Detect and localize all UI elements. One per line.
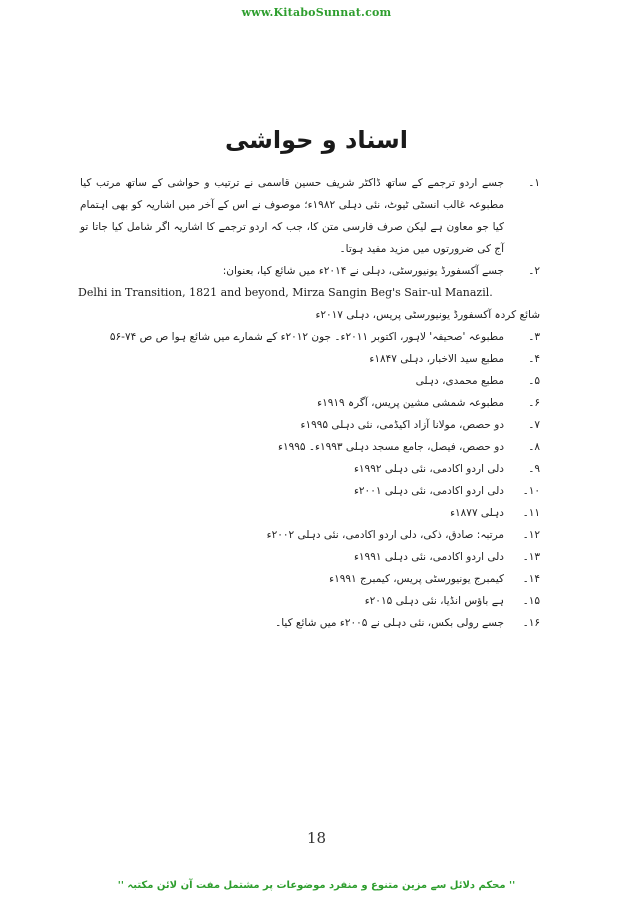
- note-item: [80, 458, 540, 480]
- note-number: ۱۵۔: [522, 595, 540, 607]
- note-number: ۱۔: [528, 177, 540, 189]
- note-text: مرتبہ: صادق، ذکی، دلی اردو اکادمی، نئی دہلی ۲۰۰۲ء: [266, 529, 504, 541]
- note-text: دلی اردو اکادمی، نئی دہلی ۲۰۰۱ء: [353, 485, 504, 497]
- footer-watermark: '' محکم دلائل سے مزین متنوع و منفرد موضوعات پر مشتمل مفت آن لائن مکتبہ '': [117, 880, 516, 891]
- note-number: ۱۰۔: [522, 485, 540, 497]
- header-watermark[interactable]: www.KitaboSunnat.com: [241, 6, 392, 19]
- note-text: دلی اردو اکادمی، نئی دہلی ۱۹۹۱ء: [353, 551, 504, 563]
- note-item: [80, 370, 540, 392]
- note-text: مطبع محمدی، دہلی: [415, 375, 504, 387]
- note-item: [80, 590, 540, 612]
- note-number: ۱۳۔: [522, 551, 540, 563]
- note-text: جسے اردو ترجمے کے ساتھ ڈاکٹر شریف حسین قاسمی نے ترتیب و حواشی کے ساتھ مرتب کیا مطبوعہ غالب انسٹی ٹیوٹ، نئی دہلی ۱۹۸۲ء؛ موصوف نے اس کے آخر میں اشاریہ کو بھی اہتمام کیا جو معاون ہے لیکن صرف فارسی متن کا، جب کہ اردو ترجمے کا اشاریہ اگر شامل کیا جاتا تو آج کی ضرورتوں میں مزید مفید ہوتا۔: [80, 177, 504, 255]
- note-number: ۹۔: [528, 463, 540, 475]
- note-number: ۷۔: [528, 419, 540, 431]
- page-number: 18: [306, 829, 327, 847]
- note-number: ۳۔: [528, 331, 540, 343]
- note-number: ۲۔: [528, 265, 540, 277]
- note-item: [80, 524, 540, 546]
- note-number: ۱۲۔: [522, 529, 540, 541]
- note-item: [80, 480, 540, 502]
- note-item: [80, 172, 540, 260]
- note-item: [80, 260, 540, 282]
- note-number: ۴۔: [528, 353, 540, 365]
- note-item: [80, 612, 540, 634]
- note-text: جسے رولی بکس، نئی دہلی نے ۲۰۰۵ء میں شائع کیا۔: [275, 617, 504, 629]
- note-text: دو حصص، فیصل، جامع مسجد دہلی ۱۹۹۳ء۔ ۱۹۹۵ء: [278, 441, 504, 453]
- note-number: ۱۴۔: [522, 573, 540, 585]
- note-item: [80, 568, 540, 590]
- note-text: ہے باؤس انڈیا، نئی دہلی ۲۰۱۵ء: [364, 595, 504, 607]
- english-title-line: Delhi in Transition, 1821 and beyond, Mirza Sangin Beg's Sair-ul Manazil.: [78, 286, 493, 299]
- note-item: [80, 348, 540, 370]
- note-text: مطبع سید الاخبار، دہلی ۱۸۴۷ء: [369, 353, 504, 365]
- note-item: [80, 392, 540, 414]
- note-text: دہلی ۱۸۷۷ء: [450, 507, 504, 519]
- page-title: اسناد و حواشی: [224, 126, 409, 154]
- note-text: کیمبرج یونیورسٹی پریس، کیمبرج ۱۹۹۱ء: [329, 573, 504, 585]
- note-text: دو حصص، مولانا آزاد اکیڈمی، نئی دہلی ۱۹۹۵ء: [300, 419, 504, 431]
- note-text: جسے آکسفورڈ یونیورسٹی، دہلی نے ۲۰۱۴ء میں شائع کیا، بعنوان:: [222, 265, 504, 277]
- note-item: [80, 502, 540, 524]
- note-number: ۱۶۔: [522, 617, 540, 629]
- note-text: مطبوعہ شمشی مشین پریس، آگرہ ۱۹۱۹ء: [317, 397, 504, 409]
- note-text: مطبوعہ 'صحیفہ' لاہور، اکتوبر ۲۰۱۱ء۔ جون ۲۰۱۲ء کے شمارے میں شائع ہوا ص ص ۷۴-۵۶: [109, 331, 504, 343]
- notes-list: [80, 172, 540, 634]
- note-text: دلی اردو اکادمی، نئی دہلی ۱۹۹۲ء: [353, 463, 504, 475]
- note-continuation: شائع کردہ آکسفورڈ یونیورسٹی پریس، دہلی ۲۰۱۷ء: [315, 309, 540, 321]
- note-item: [80, 414, 540, 436]
- note-item: [80, 326, 540, 348]
- note-number: ۶۔: [528, 397, 540, 409]
- note-number: ۸۔: [528, 441, 540, 453]
- note-item: [80, 546, 540, 568]
- note-item: [80, 436, 540, 458]
- note-number: ۵۔: [528, 375, 540, 387]
- note-number: ۱۱۔: [522, 507, 540, 519]
